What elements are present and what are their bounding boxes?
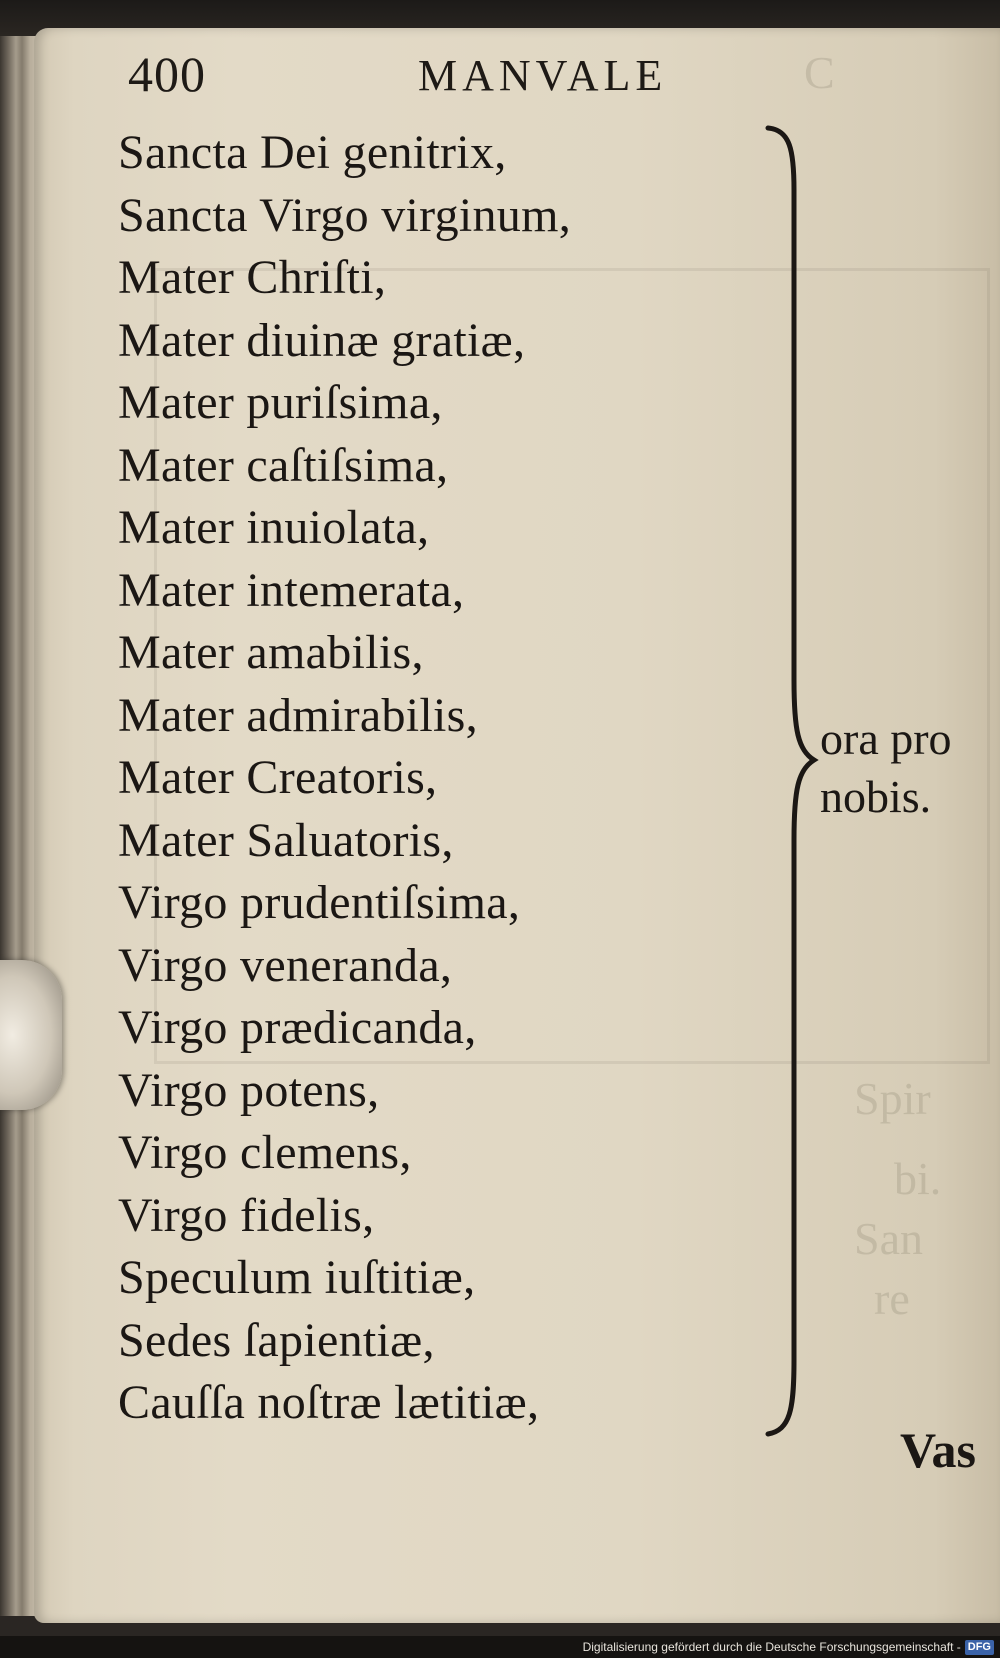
litany-line: Mater Chriſti, — [118, 251, 387, 304]
credit-text: Digitalisierung gefördert durch die Deutsche Forschungsgemeinschaft - — [582, 1640, 961, 1654]
show-through-text: Spir — [854, 1073, 931, 1124]
litany-line: Sancta Virgo virginum, — [118, 188, 572, 242]
litany-line: Virgo veneranda, — [118, 938, 453, 992]
litany-line: Virgo fidelis, — [118, 1188, 375, 1242]
litany-line: Cauſſa noſtræ lætitiæ, — [118, 1376, 540, 1429]
digitization-credit — [583, 1638, 994, 1656]
running-title: MANVALE — [418, 51, 668, 100]
response-text — [820, 710, 952, 826]
litany-line: Virgo prudentiſsima, — [118, 876, 521, 929]
litany-line: Sedes ſapientiæ, — [118, 1313, 435, 1367]
litany-list — [118, 122, 571, 1435]
litany-line: Mater amabilis, — [118, 626, 424, 679]
litany-line: Mater diuinæ gratiæ, — [118, 313, 526, 367]
litany-line: Virgo potens, — [118, 1063, 380, 1117]
page-clip — [0, 960, 62, 1110]
litany-line: Mater caſtiſsima, — [118, 438, 449, 492]
page-number: 400 — [128, 46, 206, 102]
dfg-logo-icon: DFG — [965, 1640, 994, 1655]
litany-line: Mater inuiolata, — [118, 501, 430, 554]
litany-line: Mater intemerata, — [118, 563, 465, 617]
response-line: nobis. — [820, 771, 932, 822]
litany-line: Mater admirabilis, — [118, 688, 478, 742]
page-header — [128, 42, 728, 106]
litany-line: Sancta Dei genitrix, — [118, 126, 507, 179]
litany-line: Virgo prædicanda, — [118, 1001, 477, 1054]
show-through-text: bi. — [894, 1153, 942, 1204]
show-through-text: C — [804, 47, 835, 98]
litany-line: Mater Creatoris, — [118, 751, 438, 804]
show-through-text: re — [874, 1273, 910, 1324]
show-through-text: San — [854, 1213, 923, 1264]
litany-line: Virgo clemens, — [118, 1126, 412, 1179]
catchword: Vas — [900, 1422, 976, 1478]
litany-line: Mater puriſsima, — [118, 376, 443, 429]
litany-line: Mater Saluatoris, — [118, 813, 454, 867]
response-line: ora pro — [820, 713, 952, 764]
litany-line: Speculum iuſtitiæ, — [118, 1251, 476, 1304]
